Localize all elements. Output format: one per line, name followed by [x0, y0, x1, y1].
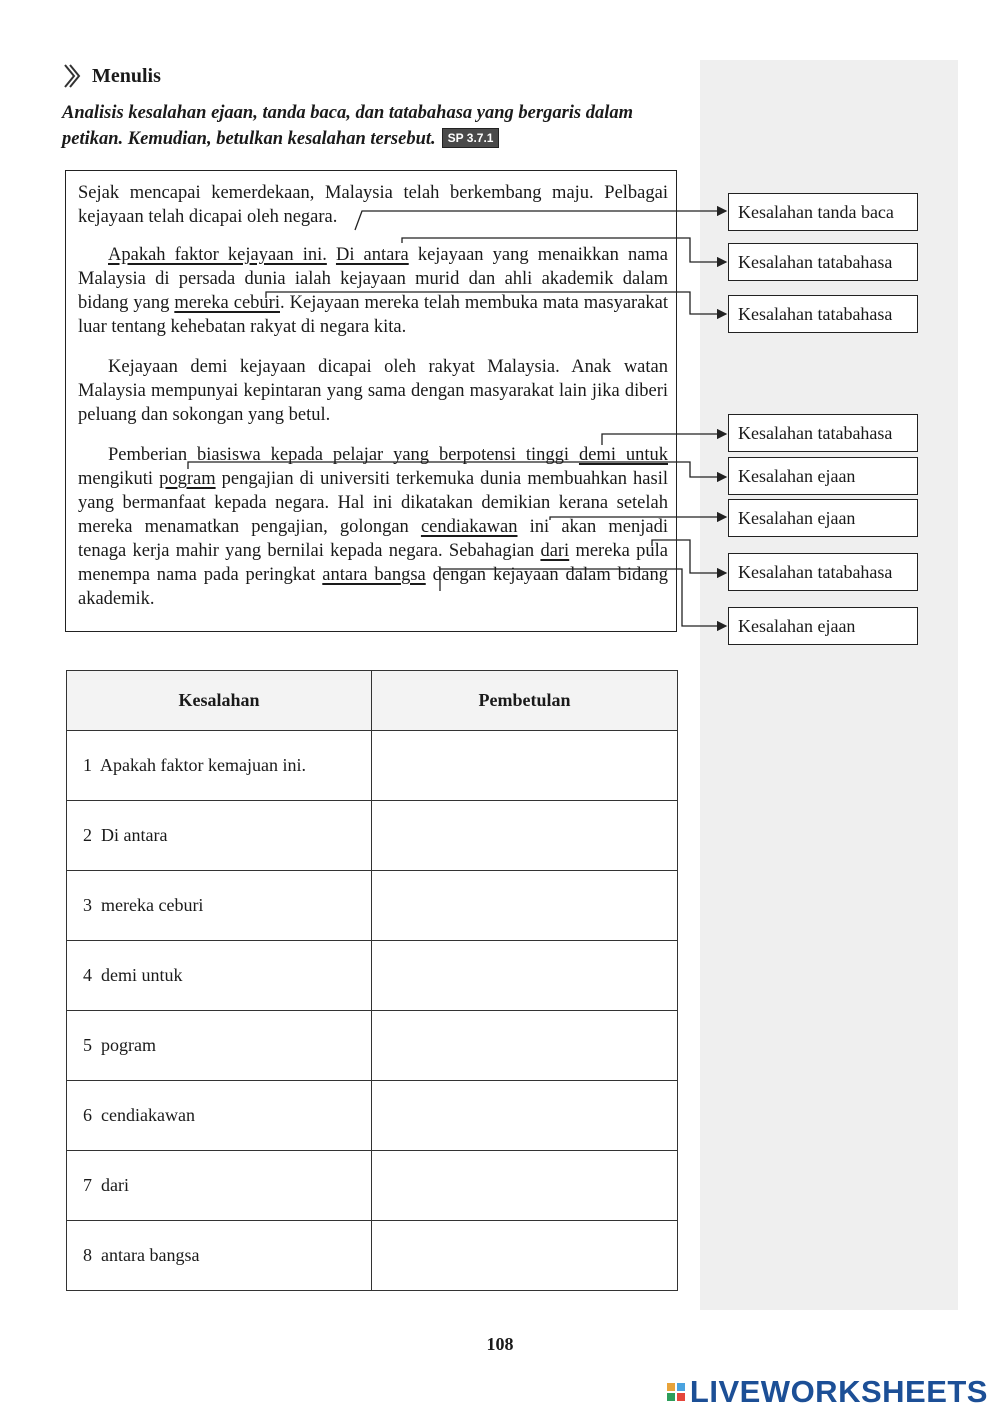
- error-cell: [67, 1221, 372, 1291]
- row-number: 7: [83, 1175, 92, 1195]
- connector-lines: [0, 0, 1000, 700]
- error-text: mereka ceburi: [101, 895, 204, 915]
- table-row: [67, 871, 678, 941]
- liveworksheets-brand: [667, 1372, 988, 1412]
- brand-name: LIVEWORKSHEETS: [689, 1374, 988, 1409]
- error-cell: [67, 941, 372, 1011]
- liveworksheets-logo-icon: [667, 1383, 685, 1401]
- correction-input[interactable]: [372, 801, 678, 871]
- table-header-row: [67, 671, 678, 731]
- error-phrase-5: pogram: [159, 469, 216, 489]
- error-text: cendiakawan: [101, 1105, 195, 1125]
- error-phrase-3: mereka ceburi: [174, 293, 280, 313]
- connector-3: [266, 292, 726, 314]
- correction-input[interactable]: [372, 1221, 678, 1291]
- connector-2: [402, 238, 726, 262]
- connector-8: [440, 569, 726, 626]
- page-number: 108: [486, 1334, 514, 1354]
- row-number: 6: [83, 1105, 92, 1125]
- table-row: [67, 731, 678, 801]
- passage-text: mengikuti: [78, 469, 160, 489]
- error-label-5: Kesalahan ejaan: [728, 457, 918, 495]
- section-title: Menulis: [92, 64, 161, 87]
- error-cell: [67, 871, 372, 941]
- instruction-text: Analisis kesalahan ejaan, tanda baca, dan tatabahasa yang bergaris dalam petikan. Kemudian, betulkan kesalahan tersebut.: [62, 103, 634, 149]
- table-row: [67, 1151, 678, 1221]
- error-phrase-4: demi untuk: [578, 445, 668, 465]
- correction-input[interactable]: [372, 1151, 678, 1221]
- error-text: Apakah faktor kemajuan ini.: [100, 755, 306, 775]
- correction-input[interactable]: [372, 1011, 678, 1081]
- error-cell: [67, 731, 372, 801]
- passage-text: mereka pula menempa nama pada peringkat: [78, 541, 668, 585]
- error-label-2: Kesalahan tatabahasa: [728, 243, 918, 281]
- table-row: [67, 941, 678, 1011]
- passage-text: kejayaan yang menaikkan nama Malaysia di persada dunia ialah kejayaan murid dan ahli akademik dalam bidang yang: [78, 245, 669, 313]
- row-number: 2: [83, 825, 92, 845]
- error-phrase-1: Apakah faktor kejayaan ini.: [108, 245, 327, 265]
- error-phrase-8: antara bangsa: [322, 565, 426, 585]
- passage-text: pengajian di universiti terkemuka dunia membuahkan hasil yang bermanfaat kepada negara. Hal ini dikatakan demikian kerana setelah mereka menamatkan pengajian, golongan: [78, 469, 668, 537]
- row-number: 1: [83, 755, 92, 775]
- table-row: [67, 1011, 678, 1081]
- correction-input[interactable]: [372, 731, 678, 801]
- error-text: antara bangsa: [101, 1245, 200, 1265]
- error-label-1: Kesalahan tanda baca: [728, 193, 918, 231]
- logo-square: [677, 1393, 685, 1401]
- answer-table: [66, 670, 678, 1291]
- table-row: [67, 801, 678, 871]
- connector-1: [355, 211, 726, 230]
- error-text: demi untuk: [101, 965, 183, 985]
- error-label-6: Kesalahan ejaan: [728, 499, 918, 537]
- row-number: 8: [83, 1245, 92, 1265]
- table-row: [67, 1081, 678, 1151]
- header-kesalahan: Kesalahan: [67, 671, 372, 731]
- connector-7: [652, 540, 726, 573]
- logo-square: [677, 1383, 685, 1391]
- passage-text: ini akan menjadi tenaga kerja mahir yang bernilai kepada negara. Sebahagian: [78, 517, 668, 561]
- connector-4: [602, 434, 726, 445]
- error-label-8: Kesalahan ejaan: [728, 607, 918, 645]
- logo-square: [667, 1383, 675, 1391]
- passage-paragraph-3: Kejayaan demi kejayaan dicapai oleh rakyat Malaysia. Anak watan Malaysia mempunyai kepintaran yang sama dengan masyarakat lain jika diberi peluang dan sokongan yang betul.: [78, 357, 668, 425]
- row-number: 3: [83, 895, 92, 915]
- passage-text: Pemberian biasiswa kepada pelajar yang berpotensi tinggi: [108, 445, 579, 465]
- error-phrase-7: dari: [540, 541, 570, 561]
- connector-6: [550, 517, 726, 520]
- error-cell: [67, 1081, 372, 1151]
- passage-text: . Kejayaan mereka telah membuka mata masyarakat luar tentang kehebatan rakyat di negara kita.: [78, 293, 669, 337]
- error-text: dari: [101, 1175, 129, 1195]
- passage-text: dengan kejayaan dalam bidang akademik.: [78, 565, 668, 609]
- error-cell: [67, 1011, 372, 1081]
- header-pembetulan: Pembetulan: [372, 671, 678, 731]
- error-text: pogram: [101, 1035, 156, 1055]
- error-phrase-2: Di antara: [335, 245, 409, 265]
- correction-input[interactable]: [372, 1081, 678, 1151]
- correction-input[interactable]: [372, 941, 678, 1011]
- error-cell: [67, 1151, 372, 1221]
- error-phrase-6: cendiakawan: [420, 517, 518, 537]
- error-label-4: Kesalahan tatabahasa: [728, 414, 918, 452]
- table-row: [67, 1221, 678, 1291]
- error-label-3: Kesalahan tatabahasa: [728, 295, 918, 333]
- standard-badge: SP 3.7.1: [442, 128, 500, 148]
- connector-5: [188, 462, 726, 477]
- error-cell: [67, 801, 372, 871]
- error-text: Di antara: [101, 825, 168, 845]
- error-label-7: Kesalahan tatabahasa: [728, 553, 918, 591]
- correction-input[interactable]: [372, 871, 678, 941]
- passage-paragraph-1: Sejak mencapai kemerdekaan, Malaysia telah berkembang maju. Pelbagai kejayaan telah dicapai oleh negara.: [78, 183, 668, 227]
- row-number: 4: [83, 965, 92, 985]
- row-number: 5: [83, 1035, 92, 1055]
- logo-square: [667, 1393, 675, 1401]
